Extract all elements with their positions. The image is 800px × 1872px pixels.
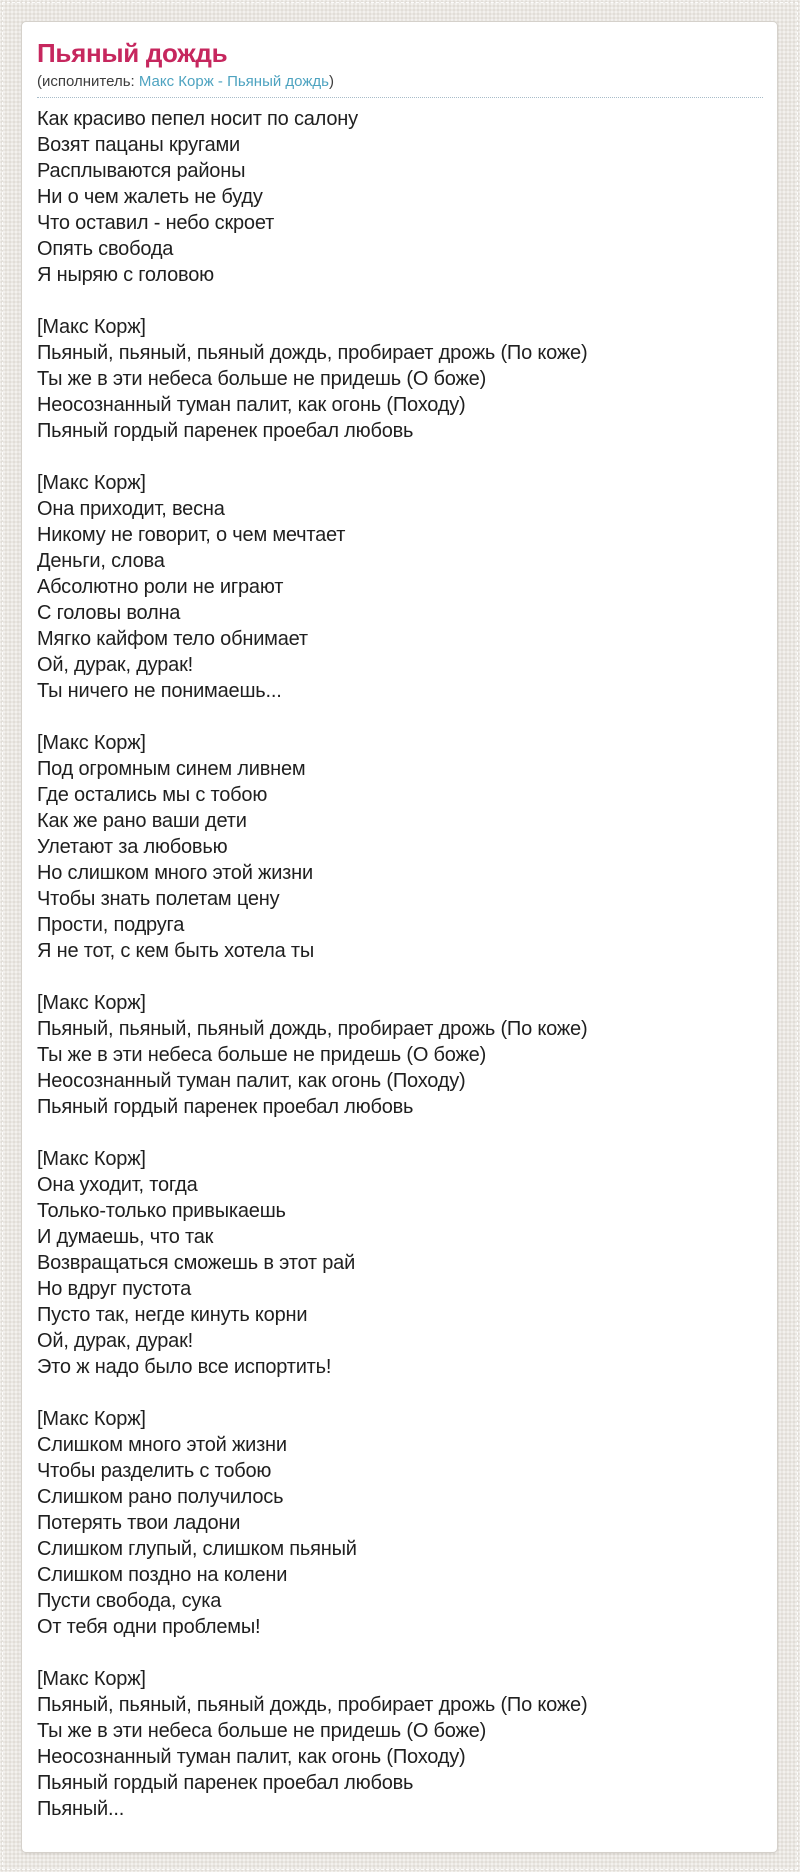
lyric-line: Потерять твои ладони bbox=[37, 1512, 241, 1534]
verse-label: [Макс Корж] bbox=[37, 1148, 146, 1170]
lyric-line: Она уходит, тогда bbox=[37, 1174, 198, 1196]
lyric-line: Неосознанный туман палит, как огонь (Походу) bbox=[37, 1746, 466, 1768]
lyric-line: С головы волна bbox=[37, 602, 181, 624]
lyric-line: Пьяный... bbox=[37, 1798, 125, 1820]
lyric-line: Ты же в эти небеса больше не придешь (О боже) bbox=[37, 1720, 487, 1742]
lyric-line: Я ныряю с головою bbox=[37, 264, 214, 286]
lyric-line: Ты ничего не понимаешь... bbox=[37, 680, 282, 702]
stanza bbox=[37, 990, 763, 1120]
lyric-line: Пьяный, пьяный, пьяный дождь, пробирает дрожь (По коже) bbox=[37, 1018, 588, 1040]
lyric-line: Чтобы знать полетам цену bbox=[37, 888, 280, 910]
performer-prefix: (исполнитель: bbox=[37, 73, 135, 90]
lyrics bbox=[37, 106, 763, 1822]
lyric-line: Неосознанный туман палит, как огонь (Походу) bbox=[37, 1070, 466, 1092]
stanza bbox=[37, 1406, 763, 1640]
lyric-line: Ты же в эти небеса больше не придешь (О боже) bbox=[37, 1044, 487, 1066]
lyric-line: Ты же в эти небеса больше не придешь (О боже) bbox=[37, 368, 487, 390]
performer-line bbox=[37, 72, 763, 92]
verse-label: [Макс Корж] bbox=[37, 732, 146, 754]
lyric-line: Возят пацаны кругами bbox=[37, 134, 241, 156]
lyric-line: Чтобы разделить с тобою bbox=[37, 1460, 272, 1482]
lyric-line: Слишком рано получилось bbox=[37, 1486, 284, 1508]
lyric-line: Расплываются районы bbox=[37, 160, 246, 182]
lyric-line: Пьяный гордый паренек проебал любовь bbox=[37, 420, 414, 442]
lyric-line: Пьяный гордый паренек проебал любовь bbox=[37, 1772, 414, 1794]
lyric-line: Но слишком много этой жизни bbox=[37, 862, 313, 884]
verse-label: [Макс Корж] bbox=[37, 1668, 146, 1690]
lyric-line: Слишком поздно на колени bbox=[37, 1564, 288, 1586]
lyric-line: Под огромным синем ливнем bbox=[37, 758, 306, 780]
lyric-line: Я не тот, с кем быть хотела ты bbox=[37, 940, 315, 962]
lyric-line: Мягко кайфом тело обнимает bbox=[37, 628, 308, 650]
stanza bbox=[37, 106, 763, 288]
lyric-line: Что оставил - небо скроет bbox=[37, 212, 275, 234]
verse-label: [Макс Корж] bbox=[37, 316, 146, 338]
performer-suffix: ) bbox=[328, 73, 334, 90]
lyric-line: Она приходит, весна bbox=[37, 498, 225, 520]
lyric-line: Ни о чем жалеть не буду bbox=[37, 186, 263, 208]
lyric-line: Прости, подруга bbox=[37, 914, 185, 936]
stanza bbox=[37, 470, 763, 704]
lyric-line: Слишком много этой жизни bbox=[37, 1434, 287, 1456]
lyric-line: Пьяный, пьяный, пьяный дождь, пробирает дрожь (По коже) bbox=[37, 1694, 588, 1716]
lyric-line: Опять свобода bbox=[37, 238, 174, 260]
stanza bbox=[37, 730, 763, 964]
lyric-line: Только-только привыкаешь bbox=[37, 1200, 286, 1222]
stanza bbox=[37, 314, 763, 444]
dotted-separator bbox=[37, 97, 763, 98]
lyric-line: Это ж надо было все испортить! bbox=[37, 1356, 332, 1378]
lyric-line: Пьяный гордый паренек проебал любовь bbox=[37, 1096, 414, 1118]
lyric-line: Ой, дурак, дурак! bbox=[37, 654, 193, 676]
stanza bbox=[37, 1146, 763, 1380]
lyric-line: Возвращаться сможешь в этот рай bbox=[37, 1252, 356, 1274]
lyric-line: Пусти свобода, сука bbox=[37, 1590, 222, 1612]
lyric-line: Никому не говорит, о чем мечтает bbox=[37, 524, 346, 546]
lyric-line: Как красиво пепел носит по салону bbox=[37, 108, 358, 130]
verse-label: [Макс Корж] bbox=[37, 472, 146, 494]
lyric-line: Улетают за любовью bbox=[37, 836, 228, 858]
lyric-line: Неосознанный туман палит, как огонь (Походу) bbox=[37, 394, 466, 416]
lyric-line: От тебя одни проблемы! bbox=[37, 1616, 261, 1638]
lyric-line: Как же рано ваши дети bbox=[37, 810, 247, 832]
artist-link[interactable]: Макс Корж - Пьяный дождь bbox=[138, 73, 329, 90]
lyrics-card bbox=[21, 21, 778, 1853]
stanza bbox=[37, 1666, 763, 1822]
lyric-line: Но вдруг пустота bbox=[37, 1278, 192, 1300]
lyric-line: Где остались мы с тобою bbox=[37, 784, 268, 806]
lyric-line: Пусто так, негде кинуть корни bbox=[37, 1304, 308, 1326]
lyric-line: Ой, дурак, дурак! bbox=[37, 1330, 193, 1352]
lyric-line: Деньги, слова bbox=[37, 550, 165, 572]
lyric-line: Пьяный, пьяный, пьяный дождь, пробирает дрожь (По коже) bbox=[37, 342, 588, 364]
verse-label: [Макс Корж] bbox=[37, 992, 146, 1014]
lyric-line: И думаешь, что так bbox=[37, 1226, 214, 1248]
lyric-line: Слишком глупый, слишком пьяный bbox=[37, 1538, 357, 1560]
verse-label: [Макс Корж] bbox=[37, 1408, 146, 1430]
page-title: Пьяный дождь bbox=[37, 38, 228, 68]
lyric-line: Абсолютно роли не играют bbox=[37, 576, 284, 598]
